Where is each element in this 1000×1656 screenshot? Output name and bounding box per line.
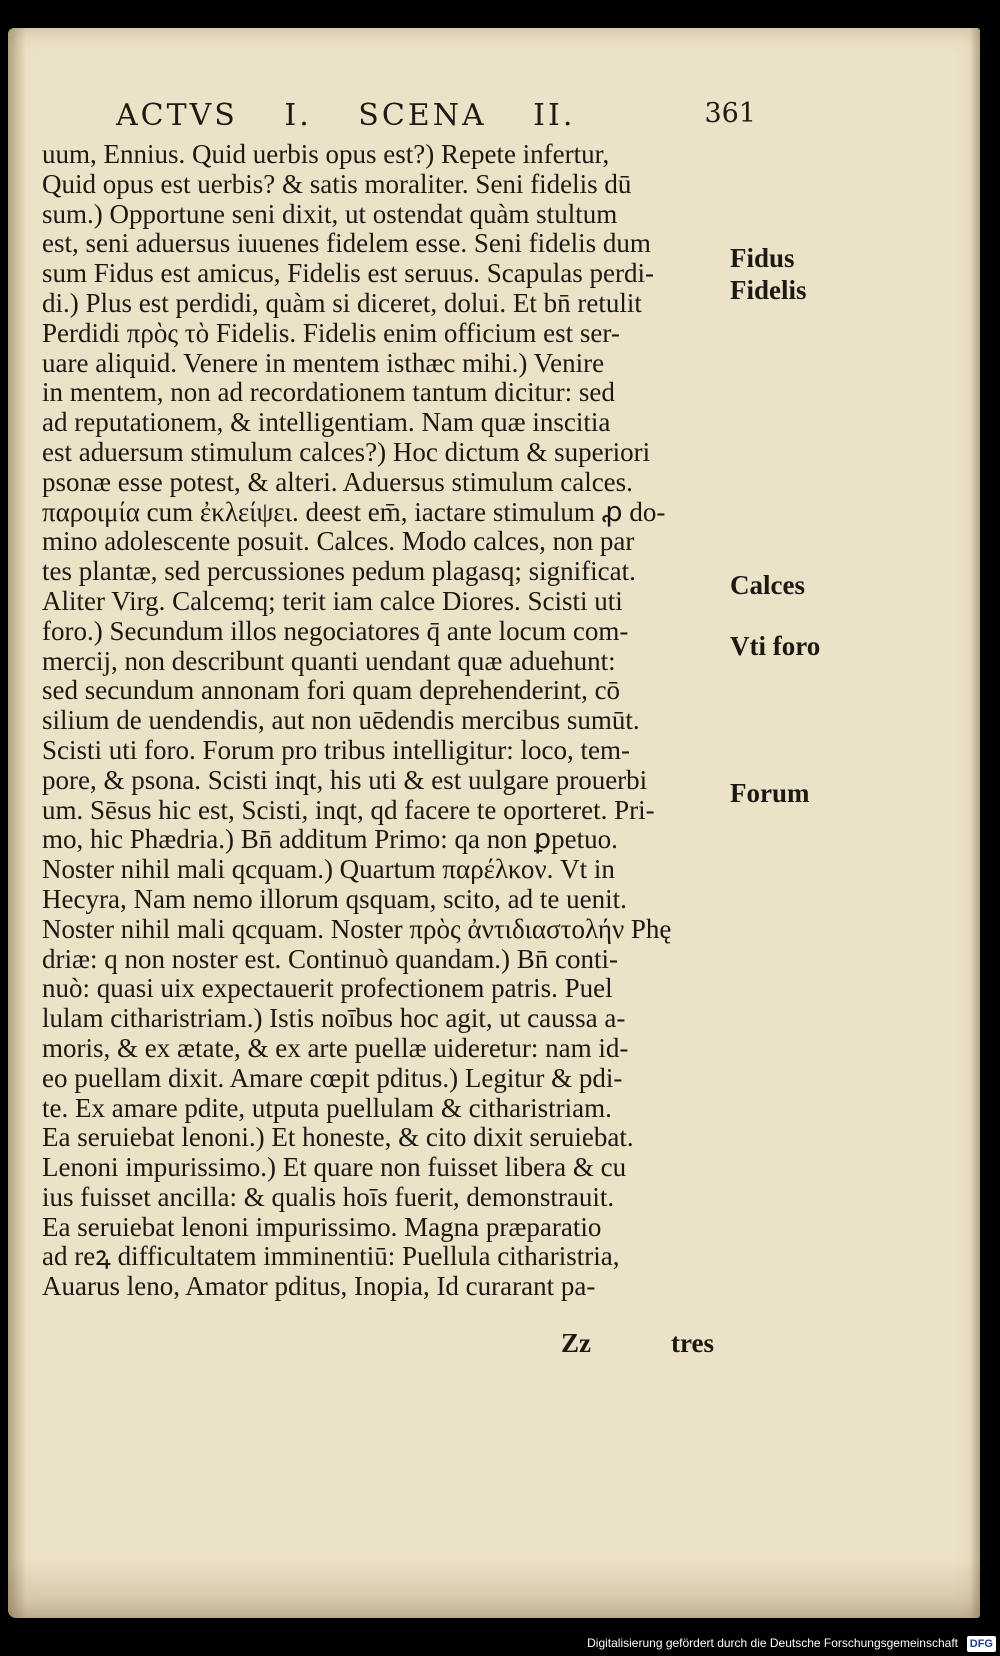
text-line: παροιμία cum ἐκλείψει. deest em̄, iactare stimulum ꝓ do- <box>42 496 666 527</box>
catchword: tres <box>671 1328 714 1358</box>
text-line: eo puellam dixit. Amare cœpit pditus.) Legitur & pdi- <box>42 1062 623 1093</box>
text-line: sum.) Opportune seni dixit, ut ostendat quàm stultum <box>42 198 618 229</box>
text-line: Noster nihil mali qcquam. Noster πρὸς ἀντιδιαστολήν Phę <box>42 913 672 944</box>
text-line: sum Fidus est amicus, Fidelis est seruus. Scapulas perdi- <box>42 258 654 289</box>
signature-mark: Zz <box>561 1328 591 1358</box>
page-edge-shadow <box>970 28 980 1618</box>
text-line: te. Ex amare pdite, utputa puellulam & citharistriam. <box>42 1092 612 1123</box>
text-line: lulam citharistriam.) Istis noībus hoc agit, ut caussa a- <box>42 1003 626 1034</box>
marginal-note-calces: Calces <box>730 570 805 600</box>
text-line: driæ: q non noster est. Continuò quandam.) Bn̄ conti- <box>42 943 618 974</box>
marginal-note-vti-foro: Vti foro <box>730 631 821 661</box>
text-line: um. Sēsus hic est, Scisti, inqt, qd facere te oporteret. Pri- <box>42 794 655 825</box>
text-line: tes plantæ, sed percussiones pedum plagasq; significat. <box>42 556 636 587</box>
text-line: ius fuisset ancilla: & qualis hoīs fuerit, demonstrauit. <box>42 1181 615 1212</box>
page-number: 361 <box>704 98 756 129</box>
body-text <box>42 140 732 1302</box>
marginal-note-fidus: Fidus <box>730 243 795 273</box>
text-line: di.) Plus est perdidi, quàm si diceret, dolui. Et bn̄ retulit <box>42 287 642 318</box>
text-line: in mentem, non ad recordationem tantum dicitur: sed <box>42 377 615 408</box>
running-head-title: ACTVS I. SCENA II. <box>116 98 576 133</box>
text-line: foro.) Secundum illos negociatores q̄ ante locum com- <box>42 615 629 646</box>
page-bottom-stain <box>8 1558 980 1618</box>
text-line: Ea seruiebat lenoni.) Et honeste, & cito dixit seruiebat. <box>42 1122 634 1153</box>
text-line: est aduersum stimulum calces?) Hoc dictum & superiori <box>42 436 651 467</box>
text-line: mino adolescente posuit. Calces. Modo calces, non par <box>42 526 635 557</box>
text-line: ad reꝝ difficultatem imminentiū: Puellula citharistria, <box>42 1241 620 1272</box>
text-line: pore, & psona. Scisti inqt, his uti & est uulgare prouerbi <box>42 764 648 795</box>
text-line: Ea seruiebat lenoni impurissimo. Magna præparatio <box>42 1211 602 1242</box>
text-line: Hecyra, Nam nemo illorum qsquam, scito, ad te uenit. <box>42 883 627 914</box>
marginal-note-fidelis: Fidelis <box>730 275 807 305</box>
text-line: mercij, non describunt quanti uendant quæ aduehunt: <box>42 645 616 676</box>
text-line: psonæ esse potest, & alteri. Aduersus stimulum calces. <box>42 466 633 497</box>
text-line: Auarus leno, Amator pditus, Inopia, Id curarant pa- <box>42 1271 596 1302</box>
text-line: Scisti uti foro. Forum pro tribus intelligitur: loco, tem- <box>42 734 630 765</box>
text-line: Noster nihil mali qcquam.) Quartum παρέλκον. Vt in <box>42 854 615 885</box>
text-line: mo, hic Phædria.) Bn̄ additum Primo: qa non ꝑpetuo. <box>42 824 618 855</box>
text-line: Aliter Virg. Calcemq; terit iam calce Diores. Scisti uti <box>42 585 623 616</box>
text-line: Perdidi πρὸς τὸ Fidelis. Fidelis enim officium est ser- <box>42 317 620 348</box>
text-line: silium de uendendis, aut non uēdendis mercibus sumūt. <box>42 705 640 736</box>
text-line: Quid opus est uerbis? & satis moraliter. Seni fidelis dū <box>42 168 632 199</box>
text-line: ad reputationem, & intelligentiam. Nam quæ inscitia <box>42 407 611 438</box>
text-line: uare aliquid. Venere in mentem isthæc mihi.) Venire <box>42 347 605 378</box>
text-line: sed secundum annonam fori quam deprehenderint, cō <box>42 675 621 706</box>
dfg-logo: DFG <box>967 1636 996 1652</box>
text-line: uum, Ennius. Quid uerbis opus est?) Repete infertur, <box>42 139 610 169</box>
text-line: est, seni aduersus iuuenes fidelem esse. Seni fidelis dum <box>42 228 651 259</box>
book-page <box>8 28 980 1618</box>
digitization-credit: Digitalisierung gefördert durch die Deutsche Forschungsgemeinschaft <box>587 1636 958 1650</box>
text-line: Lenoni impurissimo.) Et quare non fuisset libera & cu <box>42 1152 627 1183</box>
marginal-note-forum: Forum <box>730 778 810 808</box>
running-head <box>116 98 756 138</box>
text-line: nuò: quasi uix expectauerit profectionem patris. Puel <box>42 973 613 1004</box>
text-line: moris, & ex ætate, & ex arte puellæ uideretur: nam id- <box>42 1032 629 1063</box>
page-gutter-shadow <box>8 28 26 1618</box>
